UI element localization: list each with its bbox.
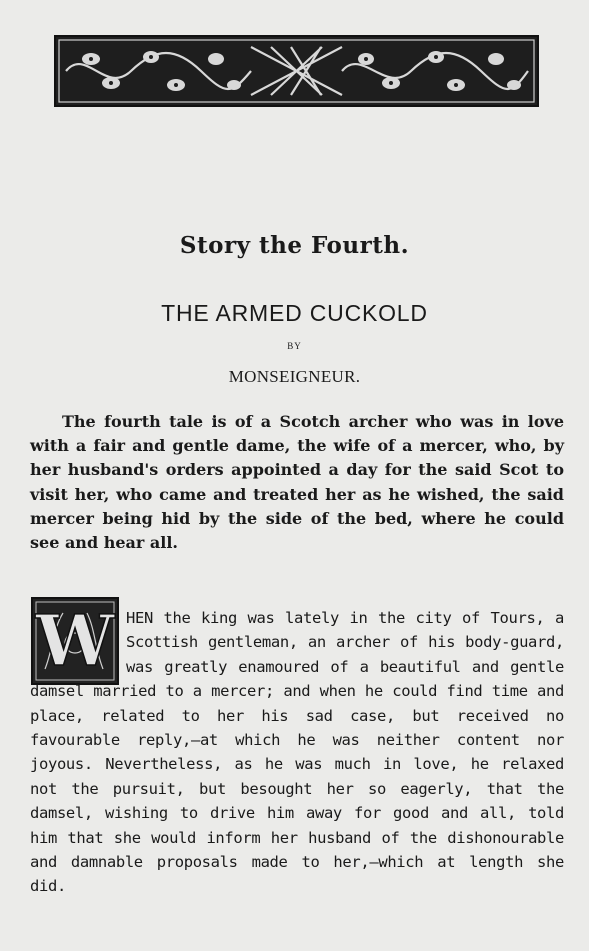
body-text: the king was lately in the city of Tours, a Scottish gentleman, an archer of his body-guard, was greatly enamoured of a beautiful and gentle damsel married to a mercer; and when he could find time and place, related to her his sad case, but received no favourable reply,—at which he was neither content nor joyous. Nevertheless, as he was much in love, he relaxed not the pursuit, but besought her so eagerly, that the damsel, wishing to drive him away for good and all, told him that she would inform her husband of the dishonourable and damnable proposals made to her,—which at length she did. — [30, 609, 564, 896]
dropcap-spacer — [30, 606, 126, 676]
story-title: Story the Fourth. — [179, 232, 410, 259]
initial-letter: W — [35, 599, 115, 682]
by-line: BY — [287, 341, 302, 351]
tale-summary: The fourth tale is of a Scotch archer who was in love with a fair and gentle dame, the wife of a mercer, who, by her husband's orders appointed a day for the said Scot to visit her, who came and treated her as he wished, the said mercer being hid by the side of the bed, where he could see and hear all. — [30, 412, 564, 553]
tale-title: THE ARMED CUCKOLD — [161, 300, 428, 326]
author-name: MONSEIGNEUR. — [228, 367, 361, 386]
initial-word-rest: HEN — [126, 609, 153, 627]
ornamental-headpiece — [54, 35, 539, 107]
body-paragraph — [30, 606, 564, 899]
